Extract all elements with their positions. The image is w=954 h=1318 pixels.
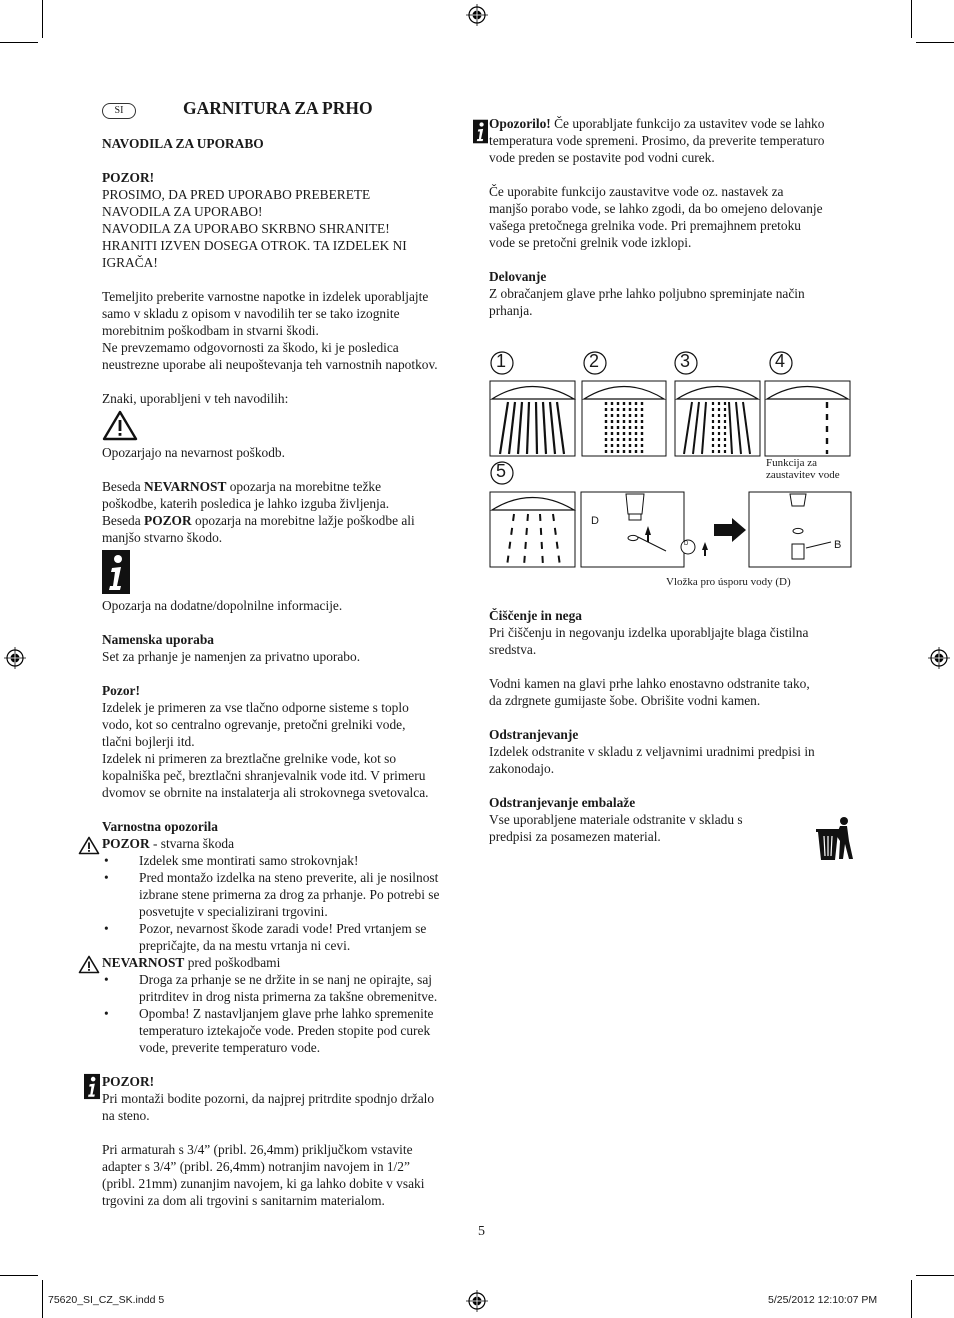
text-line: vode preden se postavite pod vodni curek. — [489, 150, 715, 165]
text-line: PROSIMO, DA PRED UPORABO PREBERETE — [102, 187, 371, 202]
safety-heading: Varnostna opozorila — [102, 819, 218, 834]
text-line: poškodbe, katerih posledica je lahko izguba življenja. — [102, 496, 390, 511]
text-line: NAVODILA ZA UPORABO SKRBNO SHRANITE! — [102, 221, 390, 236]
caption-line: zaustavitev vode — [766, 469, 840, 481]
pozor-heading: POZOR! — [102, 170, 155, 185]
text-line: posvetujte v specializirani trgovini. — [139, 904, 328, 919]
info-icon — [102, 550, 130, 594]
text-line: vode, preverite temperaturo vode. — [139, 1040, 321, 1055]
text-line: kopalniška peč, breztlačni shranjevalnik vode itd. V primeru — [102, 768, 426, 783]
instructions-heading: NAVODILA ZA UPORABO — [102, 136, 264, 151]
text-line: manjšo porabo vode, se lahko zgodi, da bo omejeno delovanje — [489, 201, 823, 216]
text-line — [489, 115, 859, 132]
disposal-heading: Odstranjevanje — [489, 727, 579, 742]
text-line: Ne prevzemamo odgovornosti za škodo, ki je posledica — [102, 340, 399, 355]
text-line: • Pozor, nevarnost škode zaradi vode! Pred vrtanjem se — [139, 921, 427, 936]
text-line: Z obračanjem glave prhe lahko poljubno spreminjate način — [489, 286, 805, 301]
page-title: GARNITURA ZA PRHO — [183, 98, 373, 118]
registration-mark-icon — [466, 1290, 488, 1312]
text-span: - stvarna škoda — [149, 836, 235, 851]
bold-term: POZOR — [144, 513, 192, 528]
crop-mark — [0, 1275, 38, 1276]
text-line: da zdrgnete gumijaste šobe. Obrišite vodni kamen. — [489, 693, 761, 708]
crop-mark — [42, 1280, 43, 1318]
registration-mark-icon — [928, 647, 950, 669]
text-line — [102, 512, 472, 529]
step-number: 1 — [496, 351, 507, 371]
label-b: B — [834, 539, 842, 551]
text-line: sredstva. — [489, 642, 537, 657]
warning-sign-text: Opozarjajo na nevarnost poškodb. — [102, 445, 285, 460]
crop-mark — [0, 42, 38, 43]
list-item — [102, 1005, 472, 1056]
stop-function-caption — [766, 457, 840, 481]
text-line: HRANITI IZVEN DOSEGA OTROK. TA IZDELEK NI — [102, 238, 407, 253]
step-number: 2 — [589, 351, 600, 371]
registration-mark-icon — [466, 4, 488, 26]
registration-mark-icon — [4, 647, 26, 669]
text-line: trgovini za dom ali trgovini s sanitarnim materialom. — [102, 1193, 385, 1208]
text-line: pritrditev in drog nista primerna za takšne obremenitve. — [139, 989, 438, 1004]
text-line: samo v skladu z opisom v navodilih ter se tako izognite — [102, 306, 400, 321]
list-item — [102, 920, 472, 954]
text-line: Pri montaži bodite pozorni, da najprej pritrdite spodnjo držalo — [102, 1091, 435, 1106]
packaging-heading: Odstranjevanje embalaže — [489, 795, 636, 810]
text-line: dvomov se obrnite na instalaterja ali strokovnega svetovalca. — [102, 785, 429, 800]
text-line: temperaturo iztekajoče vode. Preden stopite pod curek — [139, 1023, 431, 1038]
text-line: Pri čiščenju in negovanju izdelka uporabljajte blaga čistilna — [489, 625, 809, 640]
left-column — [102, 135, 472, 1209]
text-line: zakonodajo. — [489, 761, 555, 776]
text-line: Vodni kamen na glavi prhe lahko enostavno odstranite tako, — [489, 676, 810, 691]
text-span: opozarja na morebitne lažje poškodbe ali — [191, 513, 415, 528]
signs-intro: Znaki, uporabljeni v teh navodilih: — [102, 391, 289, 406]
text-line: neustrezne uporabe ali neupoštevanja teh varnostnih napotkov. — [102, 357, 438, 372]
text-span: opozarja na morebitne težke — [226, 479, 382, 494]
list-item — [102, 852, 472, 869]
caption-line: Funkcija za — [766, 457, 818, 469]
spray-modes-figure — [488, 344, 854, 594]
text-line: vode se pretočni grelnik vode izklopi. — [489, 235, 692, 250]
warning-triangle-icon — [102, 410, 138, 441]
text-line: Temeljito preberite varnostne napotke in izdelek uporabljajte — [102, 289, 429, 304]
intended-text: Set za prhanje je namenjen za privatno uporabo. — [102, 649, 361, 664]
text-span: Beseda — [102, 513, 145, 528]
care-heading: Čiščenje in nega — [489, 608, 582, 623]
right-column-top — [489, 115, 859, 319]
list-item — [102, 869, 472, 920]
text-line: Izdelek odstranite v skladu z veljavnimi uradnimi predpisi in — [489, 744, 815, 759]
label-d: D — [591, 515, 599, 527]
pozor2-heading: Pozor! — [102, 683, 140, 698]
warning-triangle-icon — [78, 955, 100, 974]
text-span: Beseda — [102, 479, 145, 494]
text-line: • Izdelek sme montirati samo strokovnjak! — [139, 853, 359, 868]
text-line — [102, 478, 472, 495]
step-number: 5 — [496, 461, 507, 481]
crop-mark — [916, 1275, 954, 1276]
operation-heading: Delovanje — [489, 269, 547, 284]
text-line: Če uporabite funkcijo zaustavitve vode oz. nastavek za — [489, 184, 784, 199]
footer-datetime: 5/25/2012 12:10:07 PM — [768, 1294, 878, 1306]
text-line: na steno. — [102, 1108, 150, 1123]
text-line: Vse uporabljene materiale odstranite v skladu s — [489, 812, 743, 827]
trash-bin-person-icon — [816, 815, 854, 861]
info-icon — [473, 119, 488, 144]
page-number: 5 — [478, 1224, 485, 1239]
warning-triangle-icon — [78, 836, 100, 855]
crop-mark — [911, 0, 912, 38]
text-line: NAVODILA ZA UPORABO! — [102, 204, 263, 219]
text-line: IGRAČA! — [102, 255, 158, 270]
text-line: adapter s 3/4” (pribl. 26,4mm) notranjim navojem in 1/2” — [102, 1159, 410, 1174]
text-line: • Pred montažo izdelka na steno preverite, ali je nosilnost — [139, 870, 439, 885]
text-line: Pri armaturah s 3/4” (pribl. 26,4mm) priključkom vstavite — [102, 1142, 413, 1157]
intended-heading: Namenska uporaba — [102, 632, 214, 647]
text-line: vašega pretočnega grelnika vode. Pri premajhnem pretoku — [489, 218, 801, 233]
text-line: Izdelek je primeren za vse tlačno odporne sisteme s toplo — [102, 700, 409, 715]
text-line: prhanja. — [489, 303, 533, 318]
footer-file: 75620_SI_CZ_SK.indd 5 — [48, 1294, 165, 1306]
text-line: temperatura vode spremeni. Prosimo, da preverite temperaturo — [489, 133, 825, 148]
info-sign-text: Opozarja na dodatne/dopolnilne informacije. — [102, 598, 343, 613]
text-line: Izdelek ni primeren za breztlačne grelnike vode, kot so — [102, 751, 397, 766]
text-line: izbrane stene primerna za drog za prhanje. Po potrebi se — [139, 887, 440, 902]
text-line: • Droga za prhanje se ne držite in se nanj ne opirajte, saj — [139, 972, 432, 987]
text-line: • Opomba! Z nastavljanjem glave prhe lahko spremenite — [139, 1006, 434, 1021]
text-line: prepričajte, da na mestu vrtanja ni cevi. — [139, 938, 351, 953]
crop-mark — [911, 1280, 912, 1318]
list-item — [102, 971, 472, 1005]
step-number: 3 — [680, 351, 691, 371]
safety-pozor-line — [102, 835, 472, 852]
insert-caption: Vložka pro úsporu vody (D) — [666, 576, 791, 588]
bold-term: POZOR — [102, 836, 150, 851]
step-number: 4 — [775, 351, 786, 371]
text-line: tlačni bojlerji itd. — [102, 734, 195, 749]
text-line: (pribl. 21mm) zunanjim navojem, ki ga lahko dobite v vsaki — [102, 1176, 425, 1191]
text-line: morebitnim poškodbam in stvarni škodi. — [102, 323, 319, 338]
label-small-d: D — [684, 541, 689, 547]
safety-danger-line — [102, 954, 472, 971]
text-line: vodo, kot so centralno ogrevanje, pretočni grelniki vode, — [102, 717, 406, 732]
text-line: manjšo stvarno škodo. — [102, 530, 223, 545]
info-icon — [84, 1073, 100, 1100]
text-line: predpisi za posamezen material. — [489, 829, 661, 844]
bold-term: NEVARNOST — [144, 479, 227, 494]
crop-mark — [916, 42, 954, 43]
text-span: Če uporabljate funkcijo za ustavitev vode se lahko — [550, 116, 825, 131]
mount-heading-line — [102, 1073, 472, 1090]
crop-mark — [42, 0, 43, 38]
text-span: pred poškodbami — [184, 955, 281, 970]
language-badge: SI — [102, 103, 136, 119]
bold-term: Opozorilo! — [489, 116, 551, 131]
right-column-bottom — [489, 607, 859, 845]
bold-term: NEVARNOST — [102, 955, 185, 970]
mount-heading: POZOR! — [102, 1074, 155, 1089]
